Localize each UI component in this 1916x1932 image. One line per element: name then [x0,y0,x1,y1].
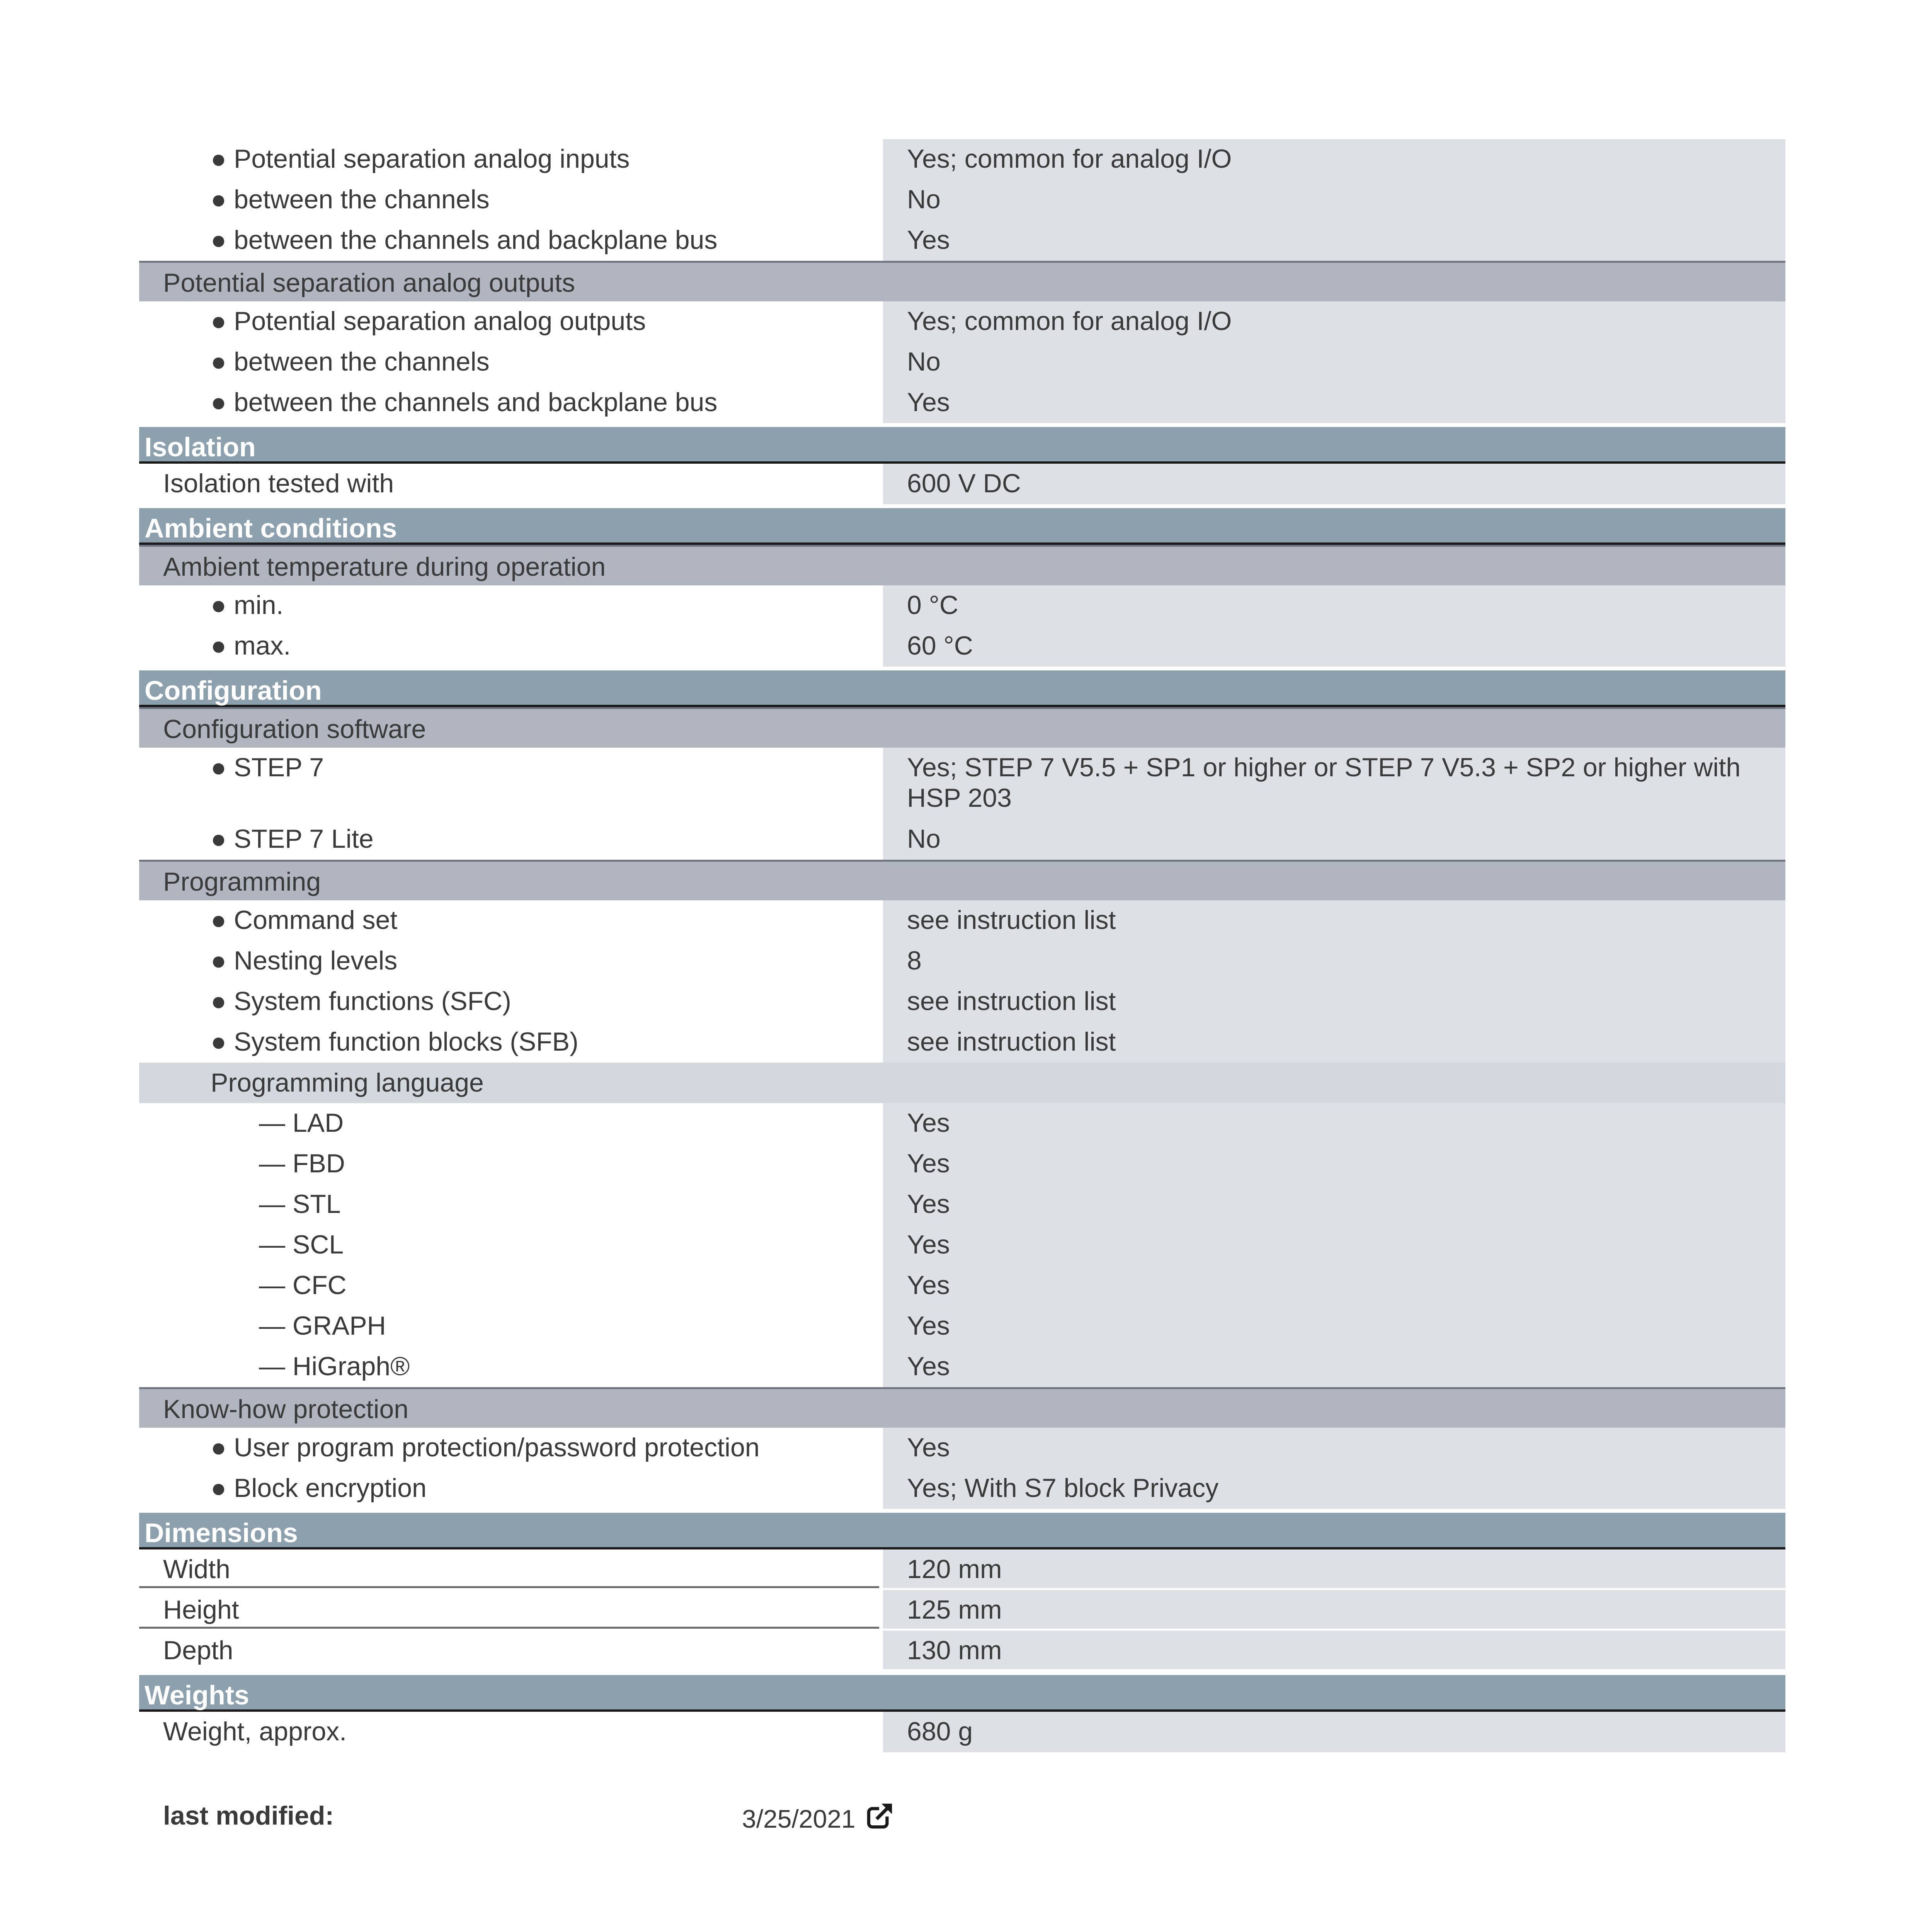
spec-label-text: ● between the channels [211,185,490,214]
spec-value: 60 °C [883,626,1785,667]
spec-value: 8 [883,941,1785,981]
spec-label-text: — SCL [259,1230,344,1259]
group-header: Configuration software [139,707,1785,748]
spec-row [139,748,1785,819]
spec-value: Yes [883,1144,1785,1184]
spec-label-text: Depth [163,1636,233,1665]
spec-label-text: ● Command set [211,905,397,935]
spec-label [139,1590,879,1629]
spec-label [139,1347,879,1387]
spec-label [139,748,879,819]
spec-row [139,1468,1785,1509]
section-header: Ambient conditions [139,504,1785,545]
spec-value: 680 g [883,1712,1785,1752]
group-header: Know-how protection [139,1387,1785,1428]
last-modified-label: last modified: [163,1801,334,1830]
section-header: Configuration [139,667,1785,707]
spec-label-text: ● between the channels [211,347,490,376]
spec-value: 0 °C [883,585,1785,626]
spec-label-text: ● System functions (SFC) [211,986,511,1016]
spec-row [139,139,1785,180]
spec-label-text: Isolation tested with [163,469,394,498]
spec-row [139,1225,1785,1265]
spec-row [139,464,1785,504]
spec-label-text: — HiGraph® [259,1352,410,1381]
spec-table [139,139,1785,1752]
spec-label-text: Width [163,1554,230,1584]
spec-label-text: ● Potential separation analog outputs [211,306,646,336]
spec-value: Yes [883,383,1785,423]
spec-row [139,1712,1785,1752]
group-header: Ambient temperature during operation [139,545,1785,585]
spec-label-text: ● Nesting levels [211,946,397,975]
spec-value: Yes; common for analog I/O [883,301,1785,342]
spec-label [139,1549,879,1588]
spec-value: 120 mm [883,1549,1785,1588]
spec-row [139,1549,1785,1590]
spec-label-text: ● Block encryption [211,1473,427,1503]
spec-row [139,1265,1785,1306]
spec-value: Yes [883,220,1785,261]
external-link-icon[interactable] [866,1801,895,1830]
section-header: Isolation [139,423,1785,464]
spec-value: Yes; common for analog I/O [883,139,1785,180]
group-header: Programming [139,860,1785,900]
spec-label-text: — GRAPH [259,1311,386,1340]
spec-value: No [883,180,1785,220]
spec-value: No [883,819,1785,860]
spec-label [139,1428,879,1468]
group-header: Programming language [139,1063,1785,1103]
spec-label-text: ● between the channels and backplane bus [211,388,717,417]
spec-value: see instruction list [883,981,1785,1022]
spec-label-text: Weight, approx. [163,1717,347,1746]
spec-row [139,1428,1785,1468]
spec-label-text: ● STEP 7 [211,753,324,782]
spec-row [139,301,1785,342]
spec-value: see instruction list [883,900,1785,941]
spec-label [139,981,879,1022]
spec-value: 130 mm [883,1631,1785,1669]
spec-label [139,383,879,423]
spec-label [139,1468,879,1509]
spec-row [139,1022,1785,1063]
last-modified-value: 3/25/2021 [742,1804,856,1833]
spec-row [139,1103,1785,1144]
spec-row [139,1631,1785,1671]
spec-row [139,383,1785,423]
spec-label [139,900,879,941]
spec-label [139,1306,879,1347]
spec-label [139,1225,879,1265]
spec-label-text: ● Potential separation analog inputs [211,144,630,173]
spec-row [139,1306,1785,1347]
spec-label-text: — FBD [259,1149,345,1178]
spec-label [139,301,879,342]
spec-row [139,180,1785,220]
spec-value: 125 mm [883,1590,1785,1629]
spec-label-text: — CFC [259,1270,347,1300]
spec-label [139,1265,879,1306]
spec-label [139,342,879,383]
spec-row [139,342,1785,383]
spec-row [139,1347,1785,1387]
spec-label-text: — STL [259,1189,341,1219]
spec-label [139,220,879,261]
spec-label [139,139,879,180]
spec-row [139,900,1785,941]
spec-row [139,1184,1785,1225]
spec-label-text: — LAD [259,1108,344,1138]
spec-value: Yes [883,1184,1785,1225]
spec-label [139,180,879,220]
spec-value: Yes [883,1103,1785,1144]
spec-label [139,1631,879,1669]
spec-row [139,941,1785,981]
spec-value: Yes [883,1428,1785,1468]
spec-row [139,626,1785,667]
spec-row [139,981,1785,1022]
spec-label-text: ● max. [211,631,291,660]
spec-row [139,220,1785,261]
spec-value: Yes; With S7 block Privacy [883,1468,1785,1509]
spec-value: Yes [883,1225,1785,1265]
spec-label [139,1144,879,1184]
spec-label-text: ● min. [211,590,283,620]
group-header: Potential separation analog outputs [139,261,1785,301]
spec-value: Yes [883,1265,1785,1306]
spec-label [139,585,879,626]
spec-label [139,464,879,504]
spec-value: Yes [883,1306,1785,1347]
spec-label-text: Height [163,1595,239,1624]
spec-label [139,819,879,860]
spec-label [139,941,879,981]
spec-row [139,1590,1785,1631]
spec-label-text: ● User program protection/password protection [211,1433,760,1462]
section-header: Dimensions [139,1509,1785,1549]
last-modified-value-wrap [742,1801,895,1833]
spec-label [139,1712,879,1752]
spec-label-text: ● between the channels and backplane bus [211,225,717,255]
spec-row [139,1144,1785,1184]
spec-value: Yes; STEP 7 V5.5 + SP1 or higher or STEP 7 V5.3 + SP2 or higher with HSP 203 [883,748,1785,819]
spec-label [139,626,879,667]
spec-label-text: ● STEP 7 Lite [211,824,374,854]
spec-label [139,1103,879,1144]
spec-value: No [883,342,1785,383]
spec-value: 600 V DC [883,464,1785,504]
spec-row [139,819,1785,860]
spec-value: Yes [883,1347,1785,1387]
spec-row [139,585,1785,626]
spec-label [139,1022,879,1063]
spec-value: see instruction list [883,1022,1785,1063]
section-header: Weights [139,1671,1785,1712]
spec-label [139,1184,879,1225]
spec-label-text: ● System function blocks (SFB) [211,1027,579,1056]
